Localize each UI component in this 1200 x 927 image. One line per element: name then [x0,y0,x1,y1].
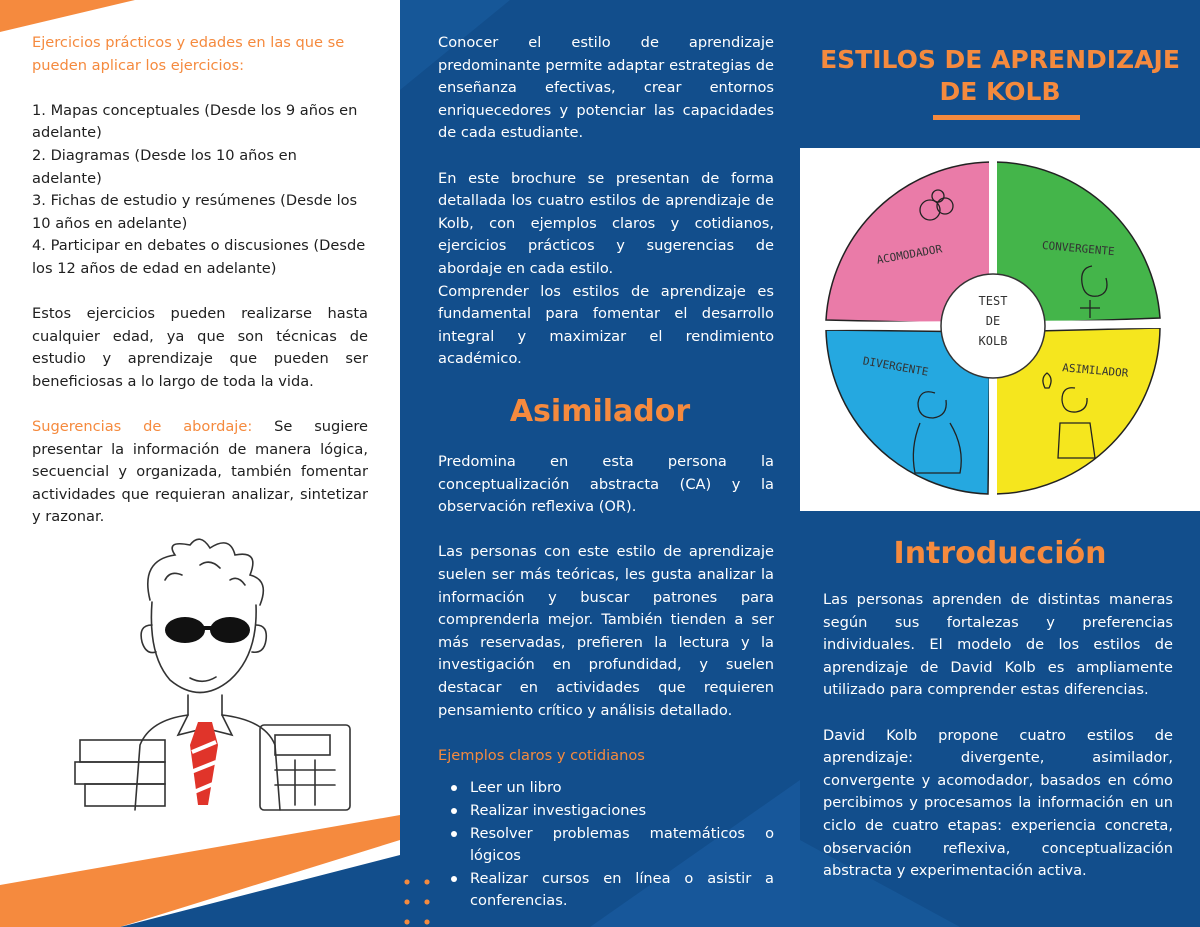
exercise-item: 1. Mapas conceptuales (Desde los 9 años en adelante) [32,101,358,142]
brochure-title: ESTILOS DE APRENDIZAJE DE KOLB [820,45,1180,106]
left-text-block [32,32,368,529]
intro-title: Introducción [893,536,1107,571]
exercise-item: 3. Fichas de estudio y resúmenes (Desde los 10 años en adelante) [32,192,358,232]
example-item: Realizar cursos en línea o asistir a conferencias. [438,868,774,913]
student-illustration [70,530,360,820]
left-panel [0,0,400,927]
middle-intro-paragraph-2: En este brochure se presentan de forma detallada los cuatro estilos de aprendizaje de Kolb, con ejemplos claros y cotidianos, ejercicios prácticos y sugerencias de abordaje en cada estilo. [438,169,774,277]
label-divergente: DIVERGENTE [861,354,930,379]
middle-intro-paragraph-3: Comprender los estilos de aprendizaje es fundamental para fomentar el desarrollo integral y maximizar el rendimiento académico. [438,282,774,368]
middle-intro-block [438,32,774,371]
exercise-item: 4. Participar en debates o discusiones (Desde los 12 años de edad en adelante) [32,237,366,277]
example-item: Leer un libro [438,777,774,800]
asimilador-description-2: Las personas con este estilo de aprendizaje suelen ser más teóricas, les gusta analizar la información y buscar patrones para comprenderla mejor. También tienden a ser más reservadas, prefieren la lectura y la investigación en profundidad, y suelen destacar en actividades que requieren pensamiento crítico y análisis detallado. [438,543,774,719]
exercise-item: 2. Diagramas (Desde los 10 años en adelante) [32,146,297,187]
label-asimilador: ASIMILADOR [1061,361,1129,380]
right-intro-paragraph-2: David Kolb propone cuatro estilos de aprendizaje: divergente, asimilador, convergente y acomodador, basados en cómo percibimos y procesamos la información en un ciclo de cuatro etapas: experiencia concreta, observación reflexiva, conceptualización abstracta y experimentación activa. [823,726,1173,880]
right-intro-block [823,589,1173,883]
dot-grid-overlay [400,870,440,927]
title-underline [933,115,1080,120]
exercises-heading: Ejercicios prácticos y edades en las que se pueden aplicar los ejercicios: [32,34,345,74]
kolb-wheel [800,148,1200,511]
exercises-paragraph: Estos ejercicios pueden realizarse hasta cualquier edad, ya que son técnicas de estudio y aprendizaje que pueden ser beneficiosas a lo largo de toda la vida. [32,305,368,390]
label-acomodador: ACOMODADOR [875,242,944,267]
section-title-asimilador: Asimilador [509,394,691,429]
example-item: Resolver problemas matemáticos o lógicos [438,823,774,868]
right-panel [800,0,1200,927]
example-item: Realizar investigaciones [438,800,774,823]
suggestions-text: Se sugiere presentar la información de manera lógica, secuencial y organizada, también fomentar actividades que requieran analizar, sintetizar y razonar. [32,418,369,526]
kolb-wheel-image [800,148,1200,511]
middle-panel [400,0,800,927]
examples-heading: Ejemplos claros y cotidianos [438,746,645,764]
center-text-3: KOLB [978,334,1008,348]
examples-list [438,777,774,913]
label-convergente: CONVERGENTE [1041,238,1116,259]
asimilador-description-block [438,451,774,913]
suggestions-label: Sugerencias de abordaje: [32,418,253,436]
suggestions-paragraph [32,416,368,529]
center-text-2: DE [985,314,1001,328]
asimilador-description-1: Predomina en esta persona la conceptualización abstracta (CA) y la observación reflexiva (OR). [438,453,774,516]
middle-intro-paragraph-1: Conocer el estilo de aprendizaje predominante permite adaptar estrategias de enseñanza efectivas, crear entornos enriquecedores y potenciar las capacidades de cada estudiante. [438,34,774,142]
center-text-1: TEST [978,294,1008,308]
right-intro-paragraph-1: Las personas aprenden de distintas maneras según sus fortalezas y preferencias individuales. El modelo de los estilos de aprendizaje de David Kolb es ampliamente utilizado para comprender estas diferencias. [823,591,1173,699]
corner-triangle-top [0,0,135,32]
